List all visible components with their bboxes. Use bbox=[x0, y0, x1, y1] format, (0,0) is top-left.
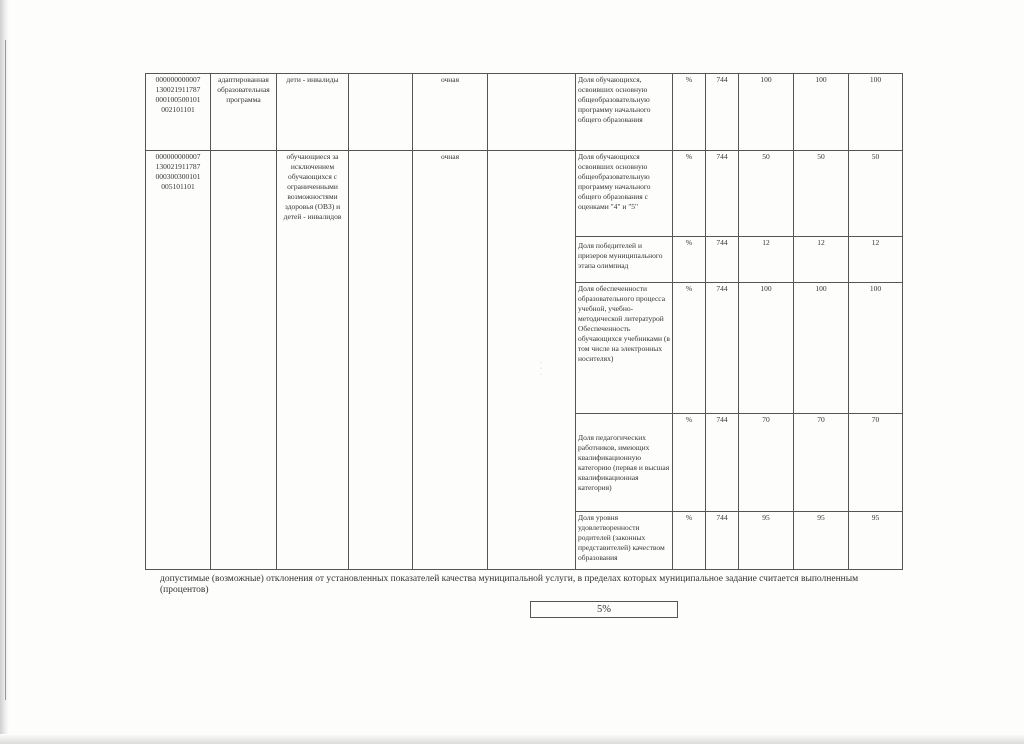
indicator-value-year1: 100 bbox=[739, 283, 794, 414]
registry-code: 000000000007 130021911787 000100500101 002101101 bbox=[146, 74, 211, 151]
student-category: дети - инвалиды bbox=[277, 74, 349, 151]
registry-code: 000000000007 130021911787 000300300101 005101101 bbox=[146, 151, 211, 570]
deviation-note bbox=[160, 574, 905, 596]
indicator-name: Доля обеспеченности образовательного процесса учебной, учебно-методической литературой Обеспеченность обучающихся учебниками (в том числе на электронных носителях) bbox=[576, 283, 673, 414]
table-row bbox=[146, 151, 903, 237]
indicator-okei: 744 bbox=[706, 74, 739, 151]
study-form: очная bbox=[413, 74, 488, 151]
indicator-okei: 744 bbox=[706, 283, 739, 414]
indicator-okei: 744 bbox=[706, 414, 739, 512]
scan-bottom-edge bbox=[0, 734, 1024, 744]
indicator-name: Доля победителей и призеров муниципального этапа олимпиад bbox=[576, 237, 673, 283]
indicator-value-year1: 70 bbox=[739, 414, 794, 512]
empty-cell bbox=[349, 151, 413, 570]
indicator-unit: % bbox=[673, 283, 706, 414]
indicator-name: Доля обучающихся освоивших основную общеобразовательную программу начального общего образования с оценками "4" и "5" bbox=[576, 151, 673, 237]
indicator-value-year3: 100 bbox=[849, 74, 903, 151]
empty-cell bbox=[349, 74, 413, 151]
scan-specks: · · · bbox=[540, 360, 542, 378]
indicator-value-year3: 70 bbox=[849, 414, 903, 512]
indicator-value-year1: 100 bbox=[739, 74, 794, 151]
deviation-note-line1: допустимые (возможные) отклонения от установленных показателей качества муниципальной услуги, в пределах которых муниципальное задание считается выполненным bbox=[160, 574, 859, 584]
indicator-unit: % bbox=[673, 512, 706, 570]
empty-cell bbox=[488, 74, 576, 151]
indicator-value-year1: 95 bbox=[739, 512, 794, 570]
quality-indicators-table bbox=[145, 73, 903, 570]
table-row bbox=[146, 74, 903, 151]
indicator-name: Доля уровня удовлетворенности родителей (законных представителей) качеством образования bbox=[576, 512, 673, 570]
indicator-name: Доля обучающихся, освоивших основную общеобразовательную программу начального общего образования bbox=[576, 74, 673, 151]
indicator-okei: 744 bbox=[706, 151, 739, 237]
indicator-unit: % bbox=[673, 237, 706, 283]
study-form: очная bbox=[413, 151, 488, 570]
deviation-percent-box: 5% bbox=[530, 601, 678, 618]
indicator-value-year3: 50 bbox=[849, 151, 903, 237]
indicator-okei: 744 bbox=[706, 237, 739, 283]
deviation-note-line2: (процентов) bbox=[160, 585, 209, 595]
indicator-unit: % bbox=[673, 414, 706, 512]
indicator-value-year2: 50 bbox=[794, 151, 849, 237]
indicator-value-year3: 12 bbox=[849, 237, 903, 283]
indicator-unit: % bbox=[673, 74, 706, 151]
indicator-value-year2: 95 bbox=[794, 512, 849, 570]
indicator-value-year2: 12 bbox=[794, 237, 849, 283]
scan-left-edge bbox=[0, 0, 9, 744]
indicator-okei: 744 bbox=[706, 512, 739, 570]
indicator-name: Доля педагогических работников, имеющих квалификационную категорию (первая и высшая квалификационная категория) bbox=[576, 414, 673, 512]
program-type bbox=[211, 151, 277, 570]
student-category: обучающиеся за исключением обучающихся с ограниченными возможностями здоровья (ОВЗ) и детей - инвалидов bbox=[277, 151, 349, 570]
indicator-value-year2: 100 bbox=[794, 74, 849, 151]
indicator-value-year2: 70 bbox=[794, 414, 849, 512]
indicator-value-year3: 95 bbox=[849, 512, 903, 570]
indicator-value-year2: 100 bbox=[794, 283, 849, 414]
indicator-value-year1: 50 bbox=[739, 151, 794, 237]
indicator-value-year3: 100 bbox=[849, 283, 903, 414]
empty-cell bbox=[488, 151, 576, 570]
program-type: адаптированная образовательная программа bbox=[211, 74, 277, 151]
indicator-unit: % bbox=[673, 151, 706, 237]
indicator-value-year1: 12 bbox=[739, 237, 794, 283]
